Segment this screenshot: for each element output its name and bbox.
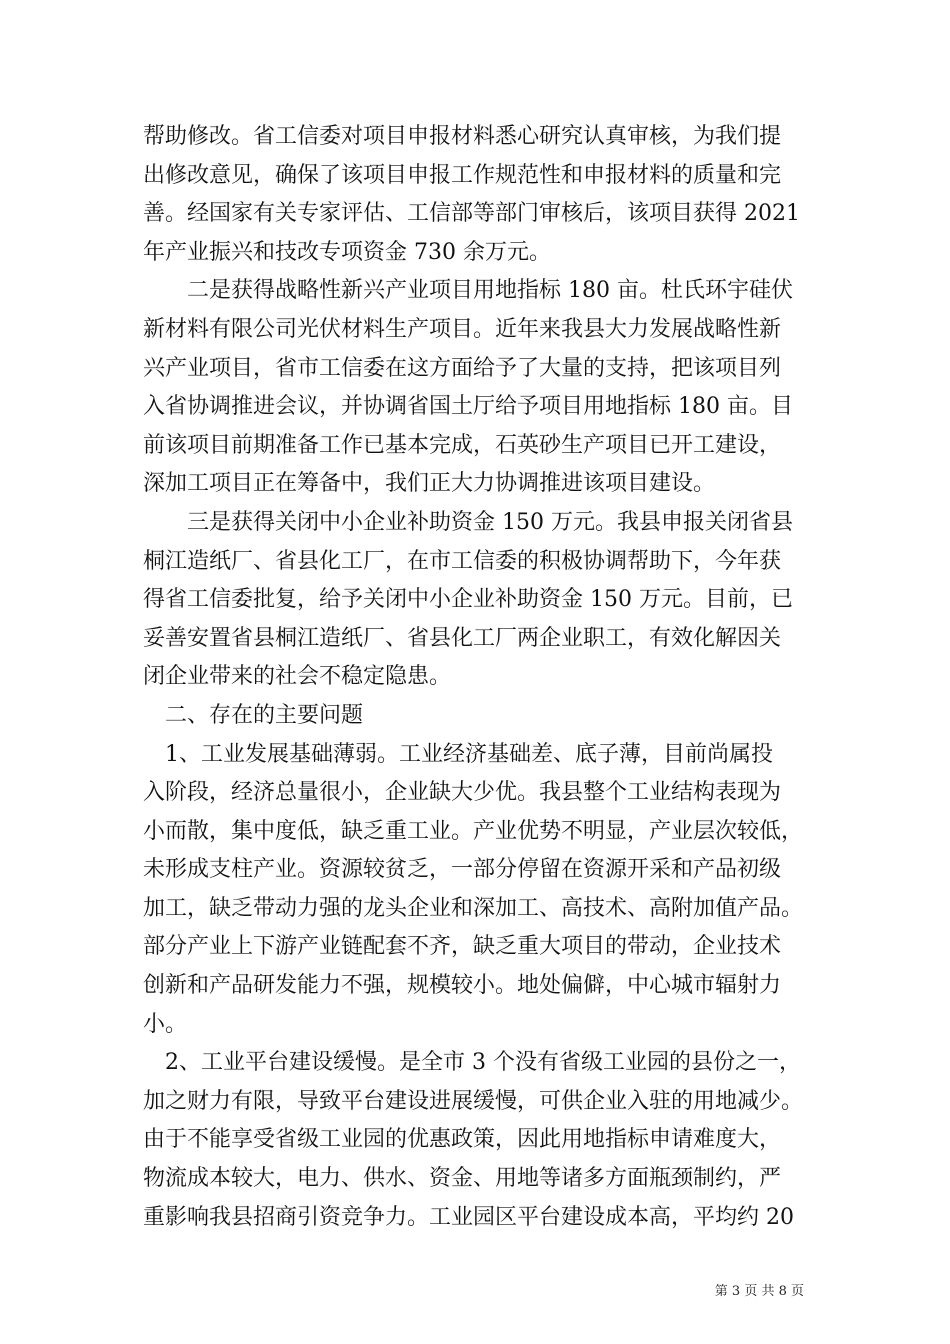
text-line: 2、工业平台建设缓慢。是全市 3 个没有省级工业园的县份之一， [165, 1050, 801, 1076]
text-line: 二是获得战略性新兴产业项目用地指标 180 亩。杜氏环宇硅伏 [187, 278, 793, 304]
text-line: 物流成本较大，电力、供水、资金、用地等诸多方面瓶颈制约，严 [143, 1166, 782, 1192]
text-line: 帮助修改。省工信委对项目申报材料悉心研究认真审核，为我们提 [143, 124, 782, 149]
text-line: 前该项目前期准备工作已基本完成，石英砂生产项目已开工建设， [143, 432, 782, 458]
text-line: 入省协调推进会议，并协调省国土厅给予项目用地指标 180 亩。目 [143, 394, 793, 420]
text-line: 入阶段，经济总量很小，企业缺大少优。我县整个工业结构表现为 [143, 780, 782, 806]
paragraph-3 [143, 504, 813, 697]
text-line: 新材料有限公司光伏材料生产项目。近年来我县大力发展战略性新 [143, 316, 782, 342]
text-line: 年产业振兴和技改专项资金 730 余万元。 [143, 239, 551, 265]
text-line: 善。经国家有关专家评估、工信部等部门审核后，该项目获得 2021 [143, 201, 800, 227]
paragraph-2 [143, 272, 813, 504]
text-line: 出修改意见，确保了该项目申报工作规范性和申报材料的质量和完 [143, 162, 782, 188]
paragraph-5 [143, 1044, 813, 1237]
text-line: 闭企业带来的社会不稳定隐患。 [143, 664, 452, 690]
paragraph-4 [143, 736, 813, 1045]
text-line: 深加工项目正在筹备中，我们正大力协调推进该项目建设。 [143, 471, 716, 497]
text-line: 小。 [143, 1011, 188, 1037]
text-line: 妥善安置省县桐江造纸厂、省县化工厂两企业职工，有效化解因关 [143, 625, 782, 651]
text-line: 兴产业项目，省市工信委在这方面给予了大量的支持，把该项目列 [143, 355, 782, 381]
text-line: 加之财力有限，导致平台建设进展缓慢，可供企业入驻的用地减少。 [143, 1088, 804, 1114]
section-heading [143, 697, 813, 736]
text-line: 创新和产品研发能力不强，规模较小。地处偏僻，中心城市辐射力 [143, 973, 782, 999]
text-line: 未形成支柱产业。资源较贫乏，一部分停留在资源开采和产品初级 [143, 857, 782, 883]
text-line: 得省工信委批复，给予关闭中小企业补助资金 150 万元。目前，已 [143, 587, 793, 613]
text-line: 加工，缺乏带动力强的龙头企业和深加工、高技术、高附加值产品。 [143, 895, 804, 921]
document-body [143, 118, 813, 1237]
text-line: 桐江造纸厂、省县化工厂，在市工信委的积极协调帮助下，今年获 [143, 548, 782, 574]
text-line: 小而散，集中度低，缺乏重工业。产业优势不明显，产业层次较低， [143, 818, 804, 844]
paragraph-1 [143, 118, 813, 272]
text-line: 由于不能享受省级工业园的优惠政策，因此用地指标申请难度大， [143, 1127, 782, 1153]
text-line: 1、工业发展基础薄弱。工业经济基础差、底子薄，目前尚属投 [165, 741, 773, 767]
text-line: 三是获得关闭中小企业补助资金 150 万元。我县申报关闭省县 [187, 509, 793, 535]
text-line: 重影响我县招商引资竞争力。工业园区平台建设成本高，平均约 20 [143, 1204, 794, 1230]
page-number: 第 3 页 共 8 页 [714, 1284, 804, 1299]
text-line: 部分产业上下游产业链配套不齐，缺乏重大项目的带动，企业技术 [143, 934, 782, 960]
text-line: 二、存在的主要问题 [165, 702, 364, 728]
